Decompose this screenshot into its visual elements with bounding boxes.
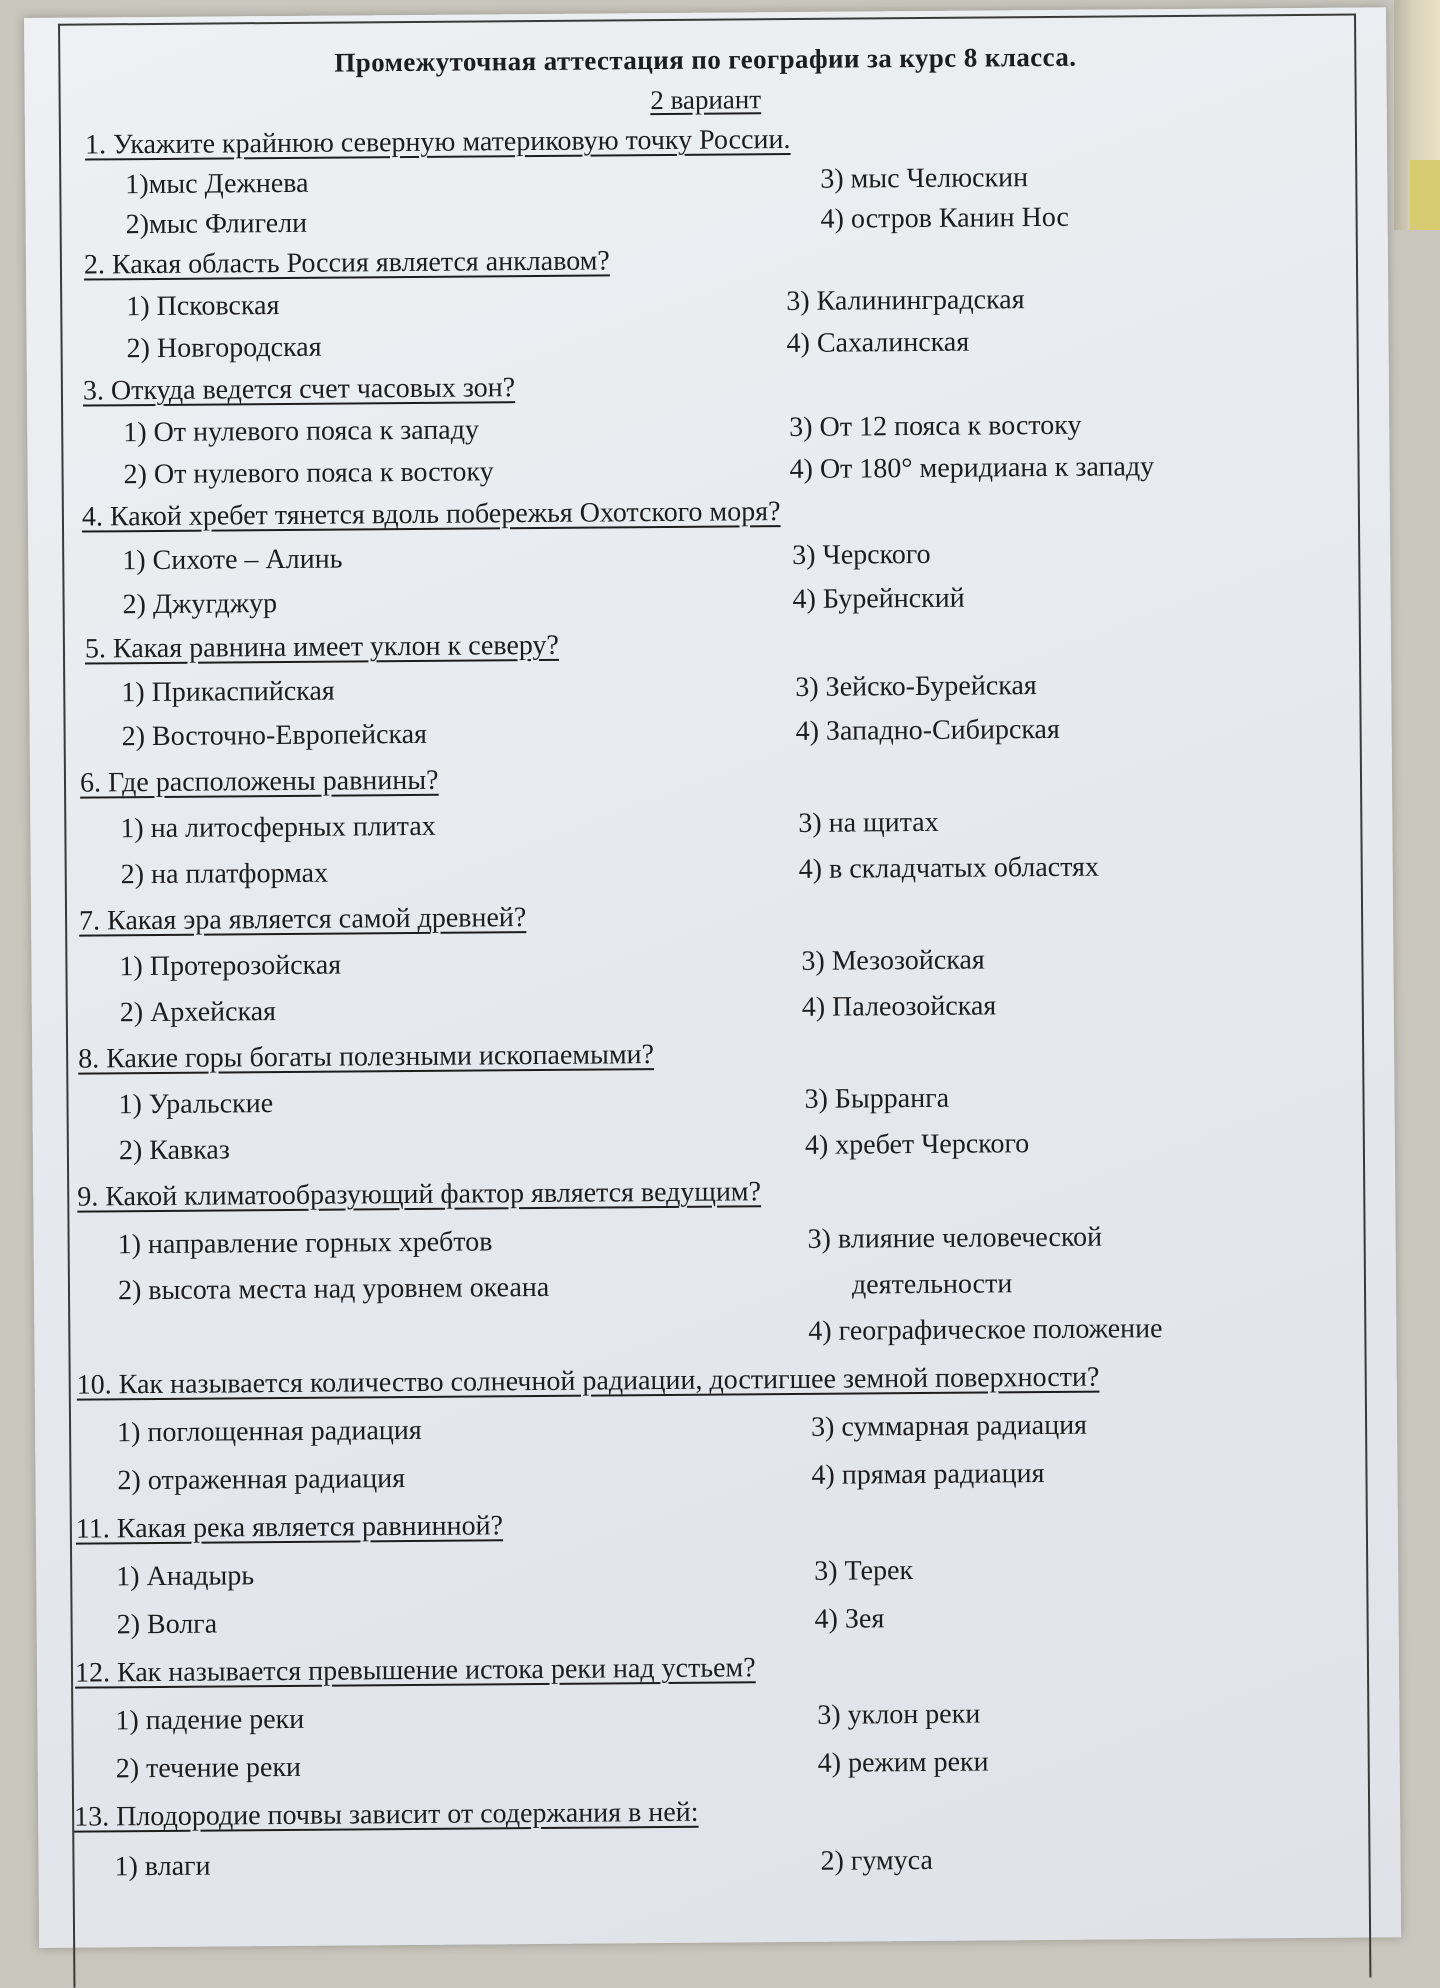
answer-option: 3) влияние человеческой bbox=[807, 1221, 1103, 1255]
answer-option: 2)мыс Флигели bbox=[125, 207, 308, 241]
answer-option: 2) течение реки bbox=[115, 1751, 302, 1785]
answer-option: 3) на щитах bbox=[798, 806, 939, 839]
answer-option: 4) От 180° меридиана к западу bbox=[789, 451, 1155, 486]
question-text: 3. Откуда ведется счет часовых зон? bbox=[82, 372, 516, 407]
answer-option: 3) Бырранга bbox=[804, 1082, 950, 1115]
answer-option: 1) Прикаспийская bbox=[121, 675, 335, 709]
answer-option: 1) на литосферных плитах bbox=[120, 810, 436, 845]
question-text: 10. Как называется количество солнечной радиации, достигшее земной поверхности? bbox=[76, 1361, 1100, 1401]
answer-option: 1) От нулевого пояса к западу bbox=[123, 414, 480, 449]
answer-option: 4) в складчатых областях bbox=[798, 851, 1100, 885]
question-text: 8. Какие горы богаты полезными ископаемыми? bbox=[78, 1039, 655, 1075]
question-text: 4. Какой хребет тянется вдоль побережья Охотского моря? bbox=[81, 496, 781, 533]
answer-option: 4) Бурейнский bbox=[792, 582, 965, 615]
background-book-cover bbox=[1410, 160, 1440, 230]
answer-option: 2) Джугджур bbox=[122, 588, 278, 621]
answer-option: 2) Архейская bbox=[119, 996, 277, 1029]
question-text: 1. Укажите крайнюю северную материковую точку России. bbox=[84, 123, 791, 161]
answer-option: 3) Черского bbox=[792, 538, 931, 571]
answer-option: 2) Новгородская bbox=[126, 331, 322, 365]
answer-option: 1) Уральские bbox=[118, 1088, 274, 1121]
answer-option: 3) Зейско-Бурейская bbox=[795, 670, 1037, 703]
answer-option: 4) остров Канин Нос bbox=[820, 201, 1070, 235]
question-text: 7. Какая эра является самой древней? bbox=[78, 902, 527, 937]
answer-option: 1) Псковская bbox=[126, 290, 280, 323]
answer-option: 4) Сахалинская bbox=[786, 326, 970, 360]
answer-option: 2) высота места над уровнем океана bbox=[117, 1271, 550, 1307]
answer-option: 1) поглощенная радиация bbox=[116, 1414, 422, 1449]
answer-option: 3) суммарная радиация bbox=[810, 1409, 1088, 1443]
answer-option: 4) хребет Черского bbox=[804, 1128, 1030, 1161]
answer-option: 4) прямая радиация bbox=[811, 1458, 1045, 1491]
exam-sheet bbox=[24, 7, 1401, 1948]
answer-option: 2) Кавказ bbox=[118, 1134, 230, 1167]
answer-option: 1)мыс Дежнева bbox=[125, 167, 309, 201]
answer-option: 1) Сихоте – Алинь bbox=[122, 543, 343, 577]
answer-option: 2) на платформах bbox=[120, 857, 329, 891]
question-text: 13. Плодородие почвы зависит от содержания в ней: bbox=[74, 1796, 699, 1833]
answer-option: 1) влаги bbox=[114, 1850, 211, 1883]
answer-option: 1) направление горных хребтов bbox=[117, 1226, 493, 1261]
answer-option: 1) падение реки bbox=[115, 1703, 305, 1737]
question-text: 11. Какая река является равнинной? bbox=[75, 1510, 504, 1545]
answer-option: 1) Анадырь bbox=[116, 1560, 255, 1593]
answer-option-continued: деятельности bbox=[851, 1268, 1013, 1301]
question-text: 5. Какая равнина имеет уклон к северу? bbox=[84, 629, 560, 665]
document-title: Промежуточная аттестация по географии за курс 8 класса. bbox=[334, 41, 1077, 78]
answer-option: 3) Калининградская bbox=[786, 284, 1025, 318]
answer-option: 1) Протерозойская bbox=[119, 949, 342, 983]
variant-label: 2 вариант bbox=[650, 84, 762, 116]
question-text: 6. Где расположены равнины? bbox=[79, 764, 439, 799]
answer-option: 2) Восточно-Европейская bbox=[121, 718, 428, 753]
answer-option: 4) режим реки bbox=[817, 1746, 989, 1779]
answer-option: 4) географическое положение bbox=[808, 1313, 1163, 1347]
question-text: 12. Как называется превышение истока реки над устьем? bbox=[74, 1652, 756, 1689]
answer-option: 4) Западно-Сибирская bbox=[795, 713, 1060, 747]
answer-option: 4) Палеозойская bbox=[801, 990, 997, 1023]
question-text: 9. Какой климатообразующий фактор является ведущим? bbox=[77, 1176, 762, 1213]
answer-option: 3) Терек bbox=[814, 1555, 914, 1587]
question-text: 2. Какая область Россия является анклавом? bbox=[83, 245, 610, 281]
answer-option: 3) мыс Челюскин bbox=[820, 162, 1029, 195]
answer-option: 3) Мезозойская bbox=[801, 944, 985, 977]
answer-option: 2) Волга bbox=[116, 1608, 218, 1641]
answer-option: 2) отраженная радиация bbox=[117, 1463, 406, 1497]
answer-option: 2) От нулевого пояса к востоку bbox=[123, 456, 494, 491]
answer-option: 4) Зея bbox=[814, 1603, 885, 1635]
answer-option: 2) гумуса bbox=[820, 1844, 933, 1877]
answer-option: 3) От 12 пояса к востоку bbox=[789, 409, 1082, 444]
answer-option: 3) уклон реки bbox=[817, 1698, 981, 1731]
